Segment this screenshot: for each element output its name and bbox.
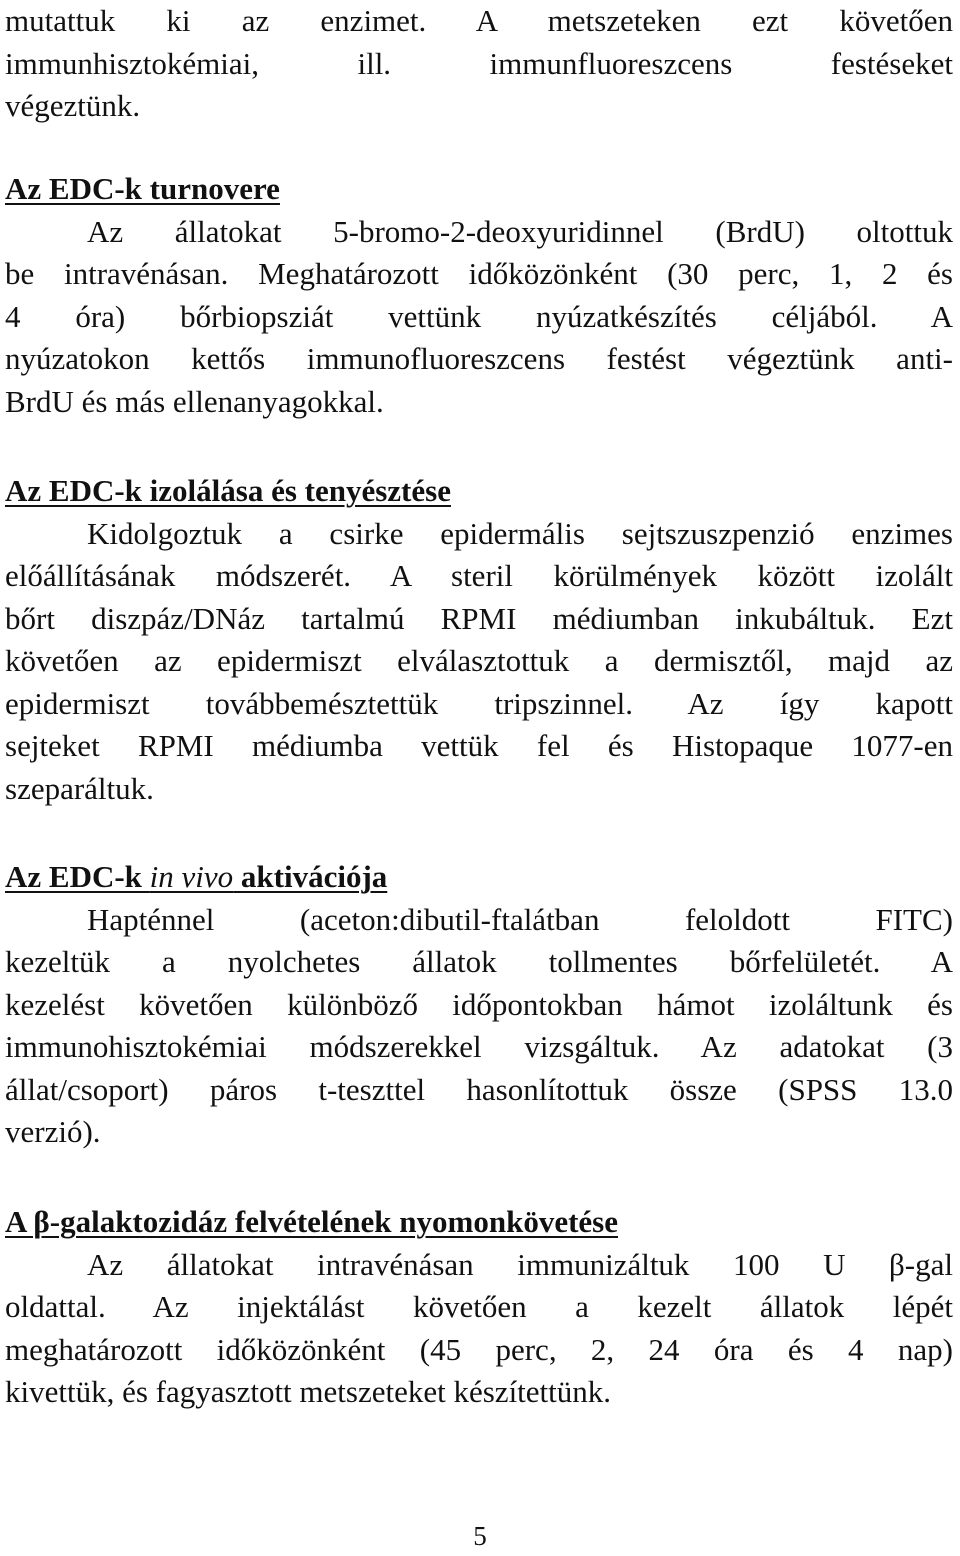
text-line: immunhisztokémiai, ill. immunfluoreszcens festéseket bbox=[5, 45, 953, 81]
text-line: sejteket RPMI médiumba vettük fel és Histopaque 1077-en bbox=[5, 728, 953, 763]
text-line: Az állatokat intravénásan immunizáltuk 100 U β-gal bbox=[87, 1246, 953, 1282]
section-galactosidase bbox=[5, 1201, 953, 1414]
text-line: kezelést követően különböző időpontokban hámot izoláltunk és bbox=[5, 986, 953, 1022]
heading-italic-text: in vivo bbox=[149, 859, 234, 894]
text-line: követően az epidermiszt elválasztottuk a dermisztől, majd az bbox=[5, 643, 953, 678]
text-line: kezeltük a nyolchetes állatok tollmentes bőrfelületét. A bbox=[5, 944, 953, 979]
text-line: be intravénásan. Meghatározott időközönként (30 perc, 1, 2 és bbox=[5, 256, 953, 291]
text-line: meghatározott időközönként (45 perc, 2, 24 óra és 4 nap) bbox=[5, 1331, 953, 1367]
text-line: oldattal. Az injektálást követően a kezelt állatok lépét bbox=[5, 1289, 953, 1324]
text-line: Az állatokat 5-bromo-2-deoxyuridinnel (BrdU) oltottuk bbox=[87, 213, 953, 249]
text-line: BrdU és más ellenanyagokkal. bbox=[5, 383, 384, 419]
section-isolation bbox=[5, 470, 953, 810]
heading-text: aktivációja bbox=[233, 859, 388, 894]
section-heading bbox=[5, 856, 953, 899]
text-line: Kidolgoztuk a csirke epidermális sejtszuszpenzió enzimes bbox=[87, 515, 953, 551]
text-line: verzió). bbox=[5, 1114, 101, 1149]
text-line: állat/csoport) páros t-teszttel hasonlítottuk össze (SPSS 13.0 bbox=[5, 1071, 953, 1107]
text-line: szeparáltuk. bbox=[5, 770, 154, 806]
text-line: 4 óra) bőrbiopsziát vettünk nyúzatkészítés céljából. A bbox=[5, 298, 953, 334]
intro-paragraph bbox=[5, 0, 953, 128]
text-line: kivettük, és fagyasztott metszeteket készítettünk. bbox=[5, 1374, 612, 1409]
text-line: végeztünk. bbox=[5, 88, 141, 123]
text-line: előállításának módszerét. A steril körülmények között izolált bbox=[5, 558, 953, 593]
section-turnover bbox=[5, 168, 953, 423]
text-line: immunohisztokémiai módszerekkel vizsgáltuk. Az adatokat (3 bbox=[5, 1029, 953, 1064]
text-line: Hapténnel (aceton:dibutil-ftalátban feloldott FITC) bbox=[87, 901, 953, 937]
text-line: mutattuk ki az enzimet. A metszeteken ezt követően bbox=[5, 3, 953, 38]
page-number: 5 bbox=[473, 1521, 487, 1551]
text-line: bőrt diszpáz/DNáz tartalmú RPMI médiumban inkubáltuk. Ezt bbox=[5, 600, 953, 636]
text-line: epidermiszt továbbemésztettük tripszinnel. Az így kapott bbox=[5, 685, 953, 721]
section-heading: Az EDC-k turnovere bbox=[5, 171, 280, 206]
section-heading: A β-galaktozidáz felvételének nyomonkövetése bbox=[5, 1204, 618, 1239]
section-heading: Az EDC-k izolálása és tenyésztése bbox=[5, 473, 451, 508]
heading-text: Az EDC-k bbox=[5, 859, 150, 894]
section-activation bbox=[5, 856, 953, 1154]
text-line: nyúzatokon kettős immunofluoreszcens festést végeztünk anti- bbox=[5, 341, 953, 376]
